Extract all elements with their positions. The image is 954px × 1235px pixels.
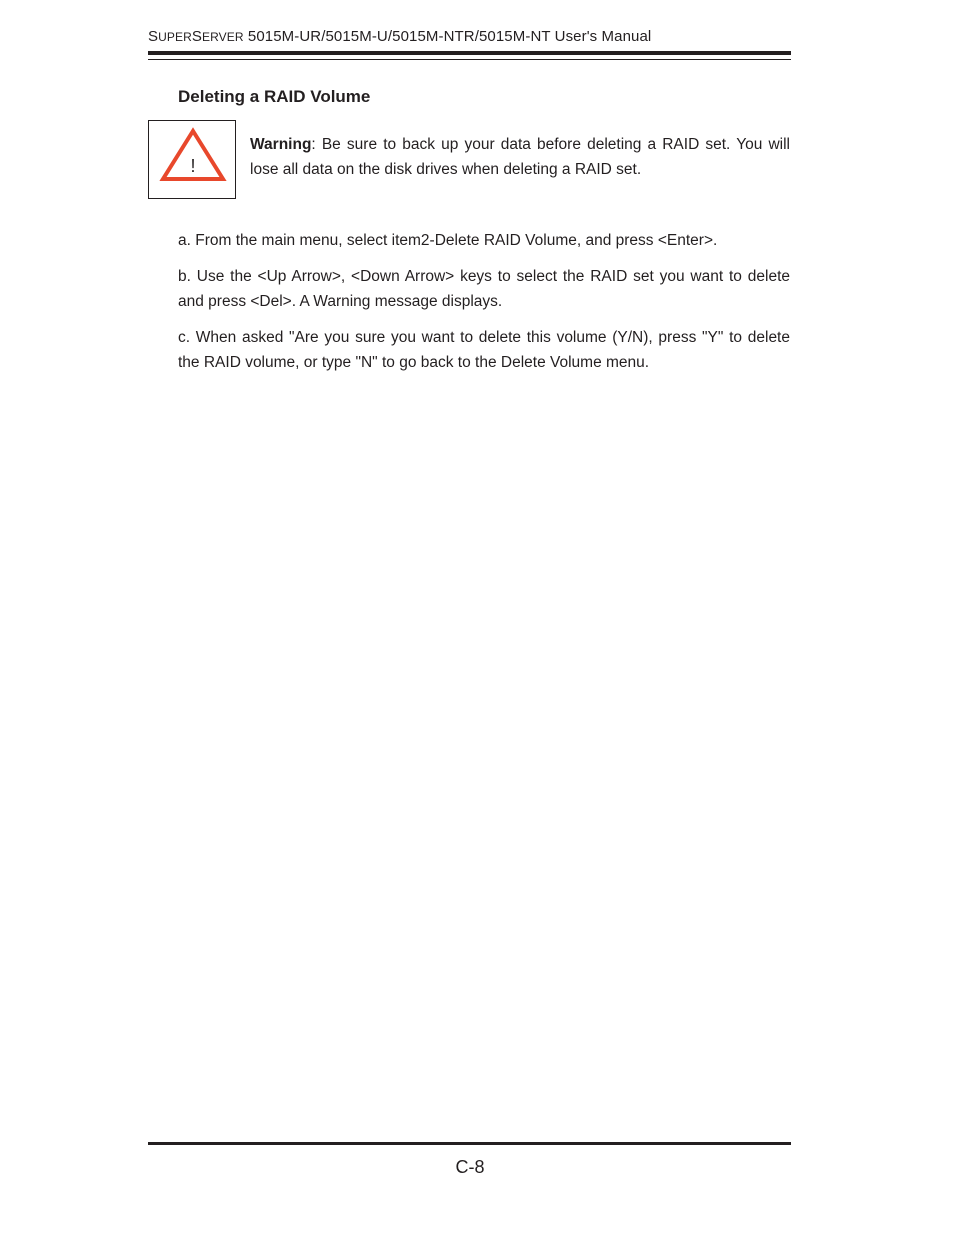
header-rule-thin <box>148 59 791 60</box>
warning-text <box>250 132 790 182</box>
footer-rule <box>148 1142 791 1145</box>
header-title-erver: ERVER <box>201 30 244 44</box>
header-title-s2: S <box>191 28 202 45</box>
header-rule-thick <box>148 51 791 55</box>
step-c: c. When asked "Are you sure you want to delete this volume (Y/N), press "Y" to delete the RAID volume, or type "N" to go back to the Delete Volume menu. <box>178 329 790 371</box>
warning-message: : Be sure to back up your data before deleting a RAID set. You will lose all data on the disk drives when deleting a RAID set. <box>250 136 790 178</box>
header-title-uper: UPER <box>158 30 192 44</box>
step-a: a. From the main menu, select item2-Delete RAID Volume, and press <Enter>. <box>178 232 718 249</box>
header-title-rest: 5015M-UR/5015M-U/5015M-NTR/5015M-NT User's Manual <box>243 28 652 45</box>
running-header <box>148 27 790 47</box>
page-number: C-8 <box>455 1157 485 1177</box>
step-list <box>178 228 790 386</box>
warning-label: Warning <box>250 136 312 153</box>
step-b: b. Use the <Up Arrow>, <Down Arrow> keys to select the RAID set you want to delete and press <Del>. A Warning message displays. <box>178 268 790 310</box>
header-title-s1: S <box>148 28 159 45</box>
section-title: Deleting a RAID Volume <box>178 87 371 106</box>
warning-triangle-icon <box>159 127 227 183</box>
warning-icon-box <box>148 120 236 199</box>
warning-exclamation: ! <box>190 156 196 176</box>
